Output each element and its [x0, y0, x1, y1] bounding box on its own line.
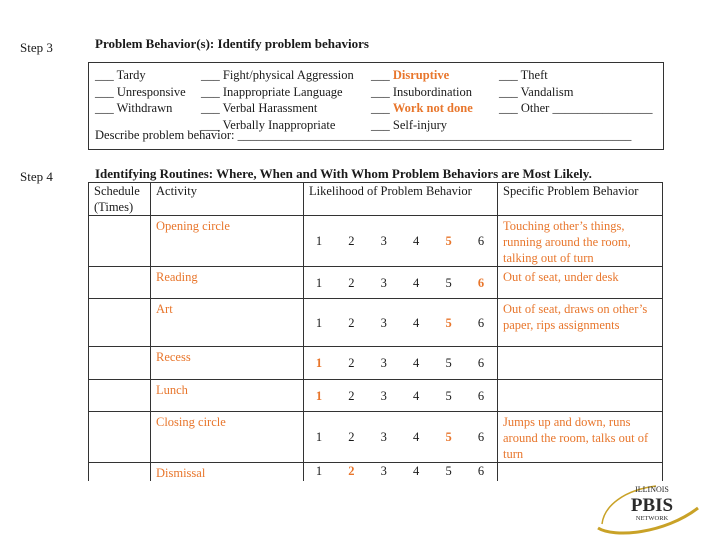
routine-row [89, 347, 663, 380]
likelihood-rating: 1 [315, 275, 323, 290]
likelihood-rating: 3 [380, 356, 387, 370]
behavior-option-label: Self-injury [392, 117, 448, 132]
activity-cell: Dismissal [151, 463, 304, 482]
specific-behavior-cell: Out of seat, draws on other’s paper, rips assignments [498, 299, 663, 347]
header-schedule: Schedule (Times) [89, 183, 151, 216]
likelihood-rating: 1 [315, 356, 323, 370]
routine-row [89, 412, 663, 463]
step3-heading: Problem Behavior(s): Identify problem behaviors [95, 36, 369, 51]
behavior-column-1 [95, 67, 186, 117]
routines-table [88, 182, 663, 481]
behavior-option [371, 67, 473, 84]
behavior-option: ___ Other ________________ [499, 101, 653, 115]
behavior-option: ___ Vandalism [499, 84, 574, 99]
likelihood-scale [309, 355, 492, 371]
likelihood-rating: 1 [315, 234, 323, 248]
behavior-option [371, 84, 473, 101]
likelihood-rating: 2 [348, 464, 355, 478]
behavior-option: ___ Withdrawn [95, 101, 173, 115]
likelihood-scale [309, 233, 492, 249]
likelihood-rating: 2 [348, 388, 355, 403]
likelihood-cell [304, 347, 498, 380]
activity-cell: Art [151, 299, 304, 347]
likelihood-rating: 1 [315, 315, 323, 330]
activity-cell: Reading [151, 267, 304, 299]
specific-behavior-cell: Out of seat, under desk [498, 267, 663, 299]
behavior-option: ___ Fight/physical Aggression [201, 68, 354, 82]
likelihood-cell [304, 380, 498, 412]
behavior-option [371, 100, 473, 117]
likelihood-rating: 4 [413, 234, 420, 248]
likelihood-rating: 2 [348, 315, 355, 330]
likelihood-rating: 4 [413, 464, 420, 478]
likelihood-scale [309, 463, 492, 479]
behavior-blank: ___ [371, 84, 393, 99]
likelihood-rating: 1 [315, 464, 323, 478]
likelihood-rating: 4 [413, 315, 420, 330]
likelihood-rating: 6 [477, 464, 485, 478]
specific-behavior-cell: Jumps up and down, runs around the room, talks out of turn [498, 412, 663, 463]
likelihood-rating: 3 [380, 315, 387, 330]
likelihood-rating: 2 [348, 356, 355, 370]
routine-row [89, 299, 663, 347]
likelihood-rating: 4 [413, 430, 420, 444]
header-specific: Specific Problem Behavior [498, 183, 663, 216]
likelihood-cell [304, 267, 498, 299]
likelihood-rating: 3 [380, 430, 387, 444]
logo-text-network: NETWORK [635, 515, 669, 522]
problem-behavior-checklist [88, 62, 664, 150]
behavior-column-2 [201, 67, 354, 133]
schedule-cell [89, 412, 151, 463]
routines-header-row [89, 183, 663, 216]
illinois-pbis-network-logo [594, 478, 704, 536]
likelihood-scale [309, 429, 492, 445]
activity-cell: Opening circle [151, 216, 304, 267]
schedule-cell [89, 380, 151, 412]
behavior-blank: ___ [371, 68, 393, 82]
logo-text-illinois: ILLINOIS [635, 485, 669, 494]
behavior-option-label: Work not done [392, 101, 473, 115]
specific-behavior-cell [498, 380, 663, 412]
likelihood-rating: 5 [445, 430, 452, 444]
specific-behavior-cell [498, 347, 663, 380]
likelihood-cell [304, 216, 498, 267]
schedule-cell [89, 299, 151, 347]
likelihood-rating: 4 [413, 388, 420, 403]
likelihood-cell [304, 412, 498, 463]
likelihood-rating: 6 [477, 356, 485, 370]
likelihood-scale [309, 315, 492, 331]
behavior-option: ___ Verbally Inappropriate [201, 117, 336, 132]
header-activity: Activity [151, 183, 304, 216]
header-likelihood: Likelihood of Problem Behavior [304, 183, 498, 216]
behavior-blank: ___ [371, 117, 393, 132]
likelihood-rating: 1 [315, 388, 323, 403]
behavior-option: ___ Inappropriate Language [201, 84, 343, 99]
behavior-blank: ___ [371, 101, 393, 115]
schedule-cell [89, 216, 151, 267]
activity-cell: Lunch [151, 380, 304, 412]
behavior-option-label: Disruptive [392, 68, 450, 82]
behavior-option: ___ Unresponsive [95, 84, 186, 99]
likelihood-scale [309, 388, 492, 404]
likelihood-rating: 6 [477, 388, 485, 403]
routine-row [89, 216, 663, 267]
likelihood-rating: 6 [477, 275, 485, 290]
likelihood-rating: 2 [348, 275, 355, 290]
likelihood-rating: 5 [445, 464, 452, 478]
routines-body [89, 216, 663, 482]
behavior-option: ___ Verbal Harassment [201, 101, 318, 115]
likelihood-rating: 3 [380, 275, 387, 290]
likelihood-rating: 2 [348, 430, 355, 444]
likelihood-rating: 4 [413, 275, 420, 290]
likelihood-rating: 5 [445, 315, 452, 330]
likelihood-rating: 5 [445, 234, 452, 248]
likelihood-rating: 3 [380, 234, 387, 248]
likelihood-rating: 3 [380, 388, 387, 403]
likelihood-rating: 2 [348, 234, 355, 248]
likelihood-rating: 5 [445, 356, 452, 370]
likelihood-rating: 6 [477, 234, 485, 248]
likelihood-cell [304, 299, 498, 347]
likelihood-scale [309, 275, 492, 291]
schedule-cell [89, 463, 151, 482]
behavior-option: ___ Theft [499, 68, 548, 82]
activity-cell: Recess [151, 347, 304, 380]
describe-behavior-line: Describe problem behavior: _______________________________________________________________ [95, 128, 632, 142]
routine-row [89, 267, 663, 299]
likelihood-rating: 3 [380, 464, 387, 478]
schedule-cell [89, 267, 151, 299]
routine-row [89, 380, 663, 412]
likelihood-rating: 6 [477, 430, 485, 444]
likelihood-rating: 4 [413, 356, 420, 370]
behavior-option-label: Insubordination [392, 84, 473, 99]
step3-label: Step 3 [20, 40, 53, 55]
step4-heading: Identifying Routines: Where, When and With Whom Problem Behaviors are Most Likely. [95, 166, 592, 181]
behavior-column-4 [499, 67, 652, 117]
specific-behavior-cell: Touching other’s things, running around the room, talking out of turn [498, 216, 663, 267]
step4-label: Step 4 [20, 169, 53, 184]
behavior-option: ___ Tardy [95, 68, 146, 82]
likelihood-rating: 1 [315, 430, 323, 444]
likelihood-rating: 5 [445, 388, 452, 403]
behavior-column-3 [371, 67, 473, 133]
likelihood-cell [304, 463, 498, 482]
routine-row [89, 463, 663, 482]
logo-text-pbis: PBIS [630, 495, 674, 516]
likelihood-rating: 5 [445, 275, 452, 290]
schedule-cell [89, 347, 151, 380]
likelihood-rating: 6 [477, 315, 485, 330]
activity-cell: Closing circle [151, 412, 304, 463]
